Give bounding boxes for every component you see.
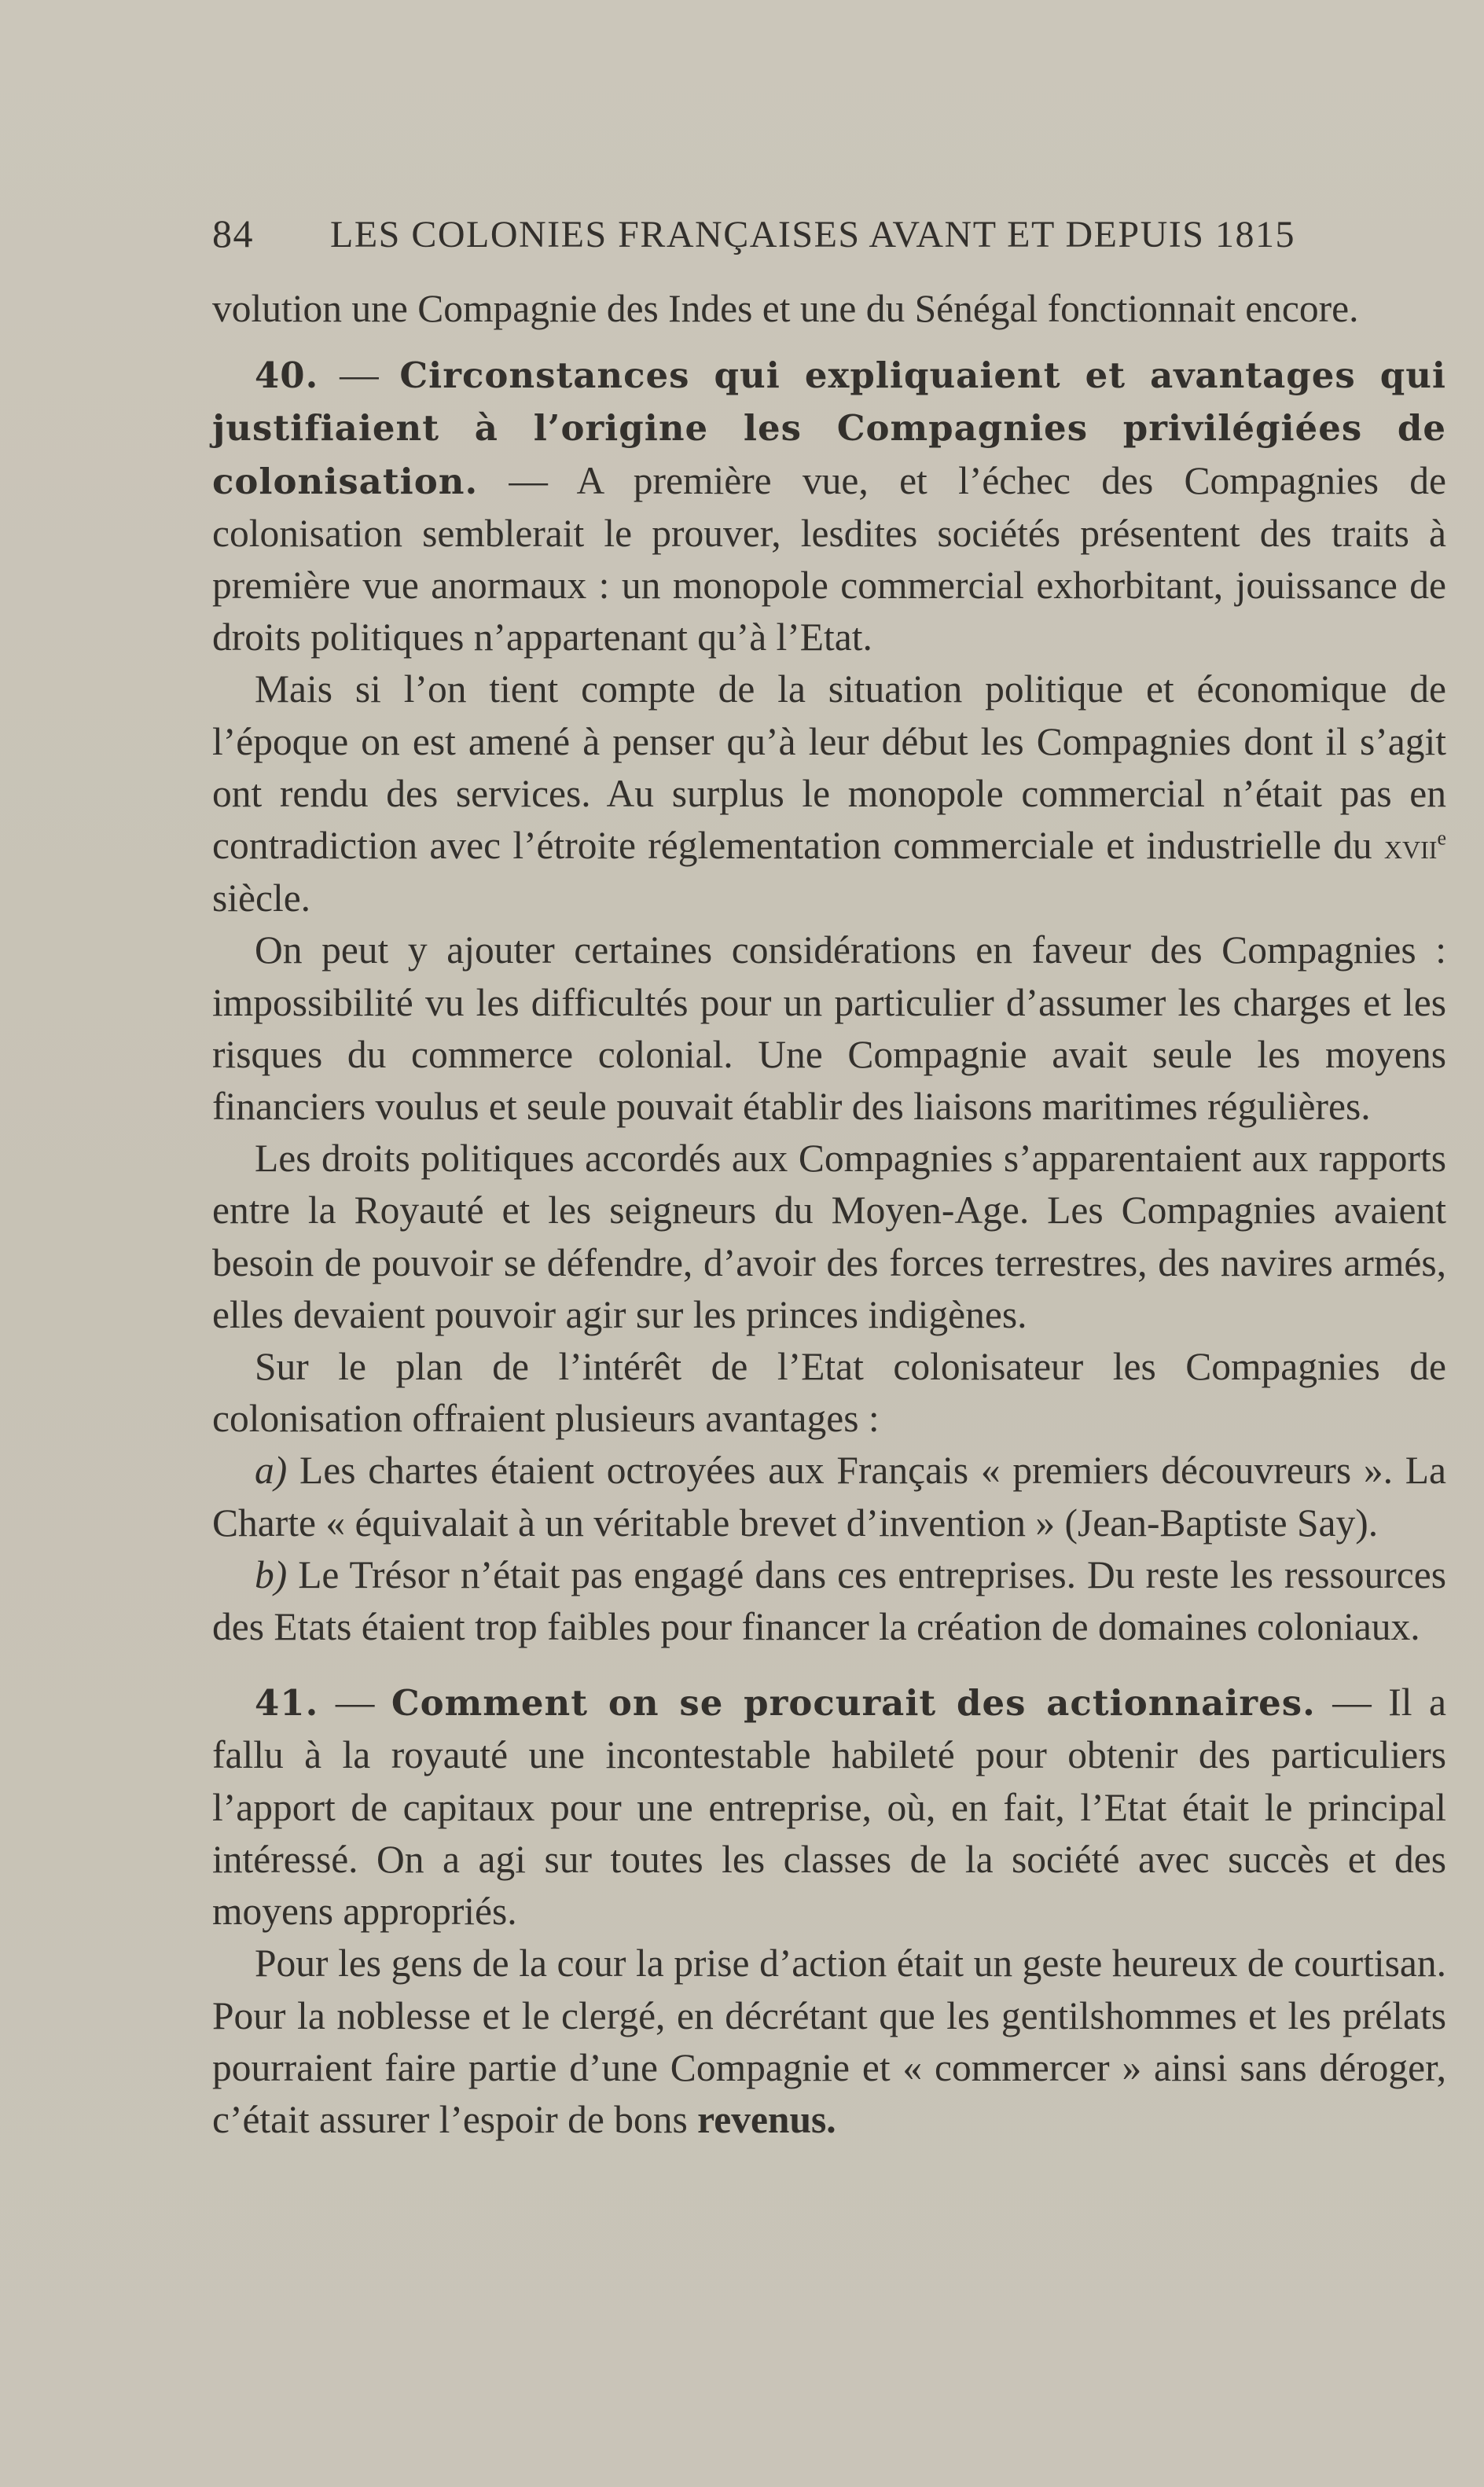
section-41-number: 41. xyxy=(255,1682,319,1725)
list-item-a xyxy=(212,1445,1446,1548)
body-text xyxy=(212,283,1446,2146)
paragraph-mais xyxy=(212,663,1446,924)
section-40-dash: — xyxy=(318,353,400,397)
list-marker-a: a) xyxy=(255,1449,288,1493)
section-41-text: — Il a fallu à la royauté une incontestable habileté pour obtenir des particuliers l’apport de capitaux pour une entreprise, où, en fait, l’Etat était le principal intéressé. On a agi sur toutes les classes de la société avec succès et des moyens appropriés. xyxy=(212,1681,1447,1934)
list-marker-b: b) xyxy=(255,1552,288,1596)
section-40-title: Circonstances qui expliquaient et avantages qui justifiaient à l’origine les Compagnies privilégiées de colonisation. xyxy=(212,354,1447,502)
century-superscript: e xyxy=(1437,826,1446,850)
paragraph-sur-le-plan-text: Sur le plan de l’intérêt de l’Etat colonisateur les Compagnies de colonisation offraient plusieurs avantages : xyxy=(212,1345,1446,1441)
paragraph-sur-le-plan xyxy=(212,1341,1446,1445)
section-40-text: — A première vue, et l’échec des Compagnies de colonisation semblerait le prouver, lesdites sociétés présentent des traits à première vue anormaux : un monopole commercial exhorbitant, jouissance de droits politiques n’appartenant qu’à l’Etat. xyxy=(212,458,1446,659)
book-page xyxy=(212,211,1446,2146)
paragraph-mais-end: siècle. xyxy=(212,876,311,920)
running-title: LES COLONIES FRANÇAISES AVANT ET DEPUIS 1815 xyxy=(330,214,1295,255)
list-item-b-text: Le Trésor n’était pas engagé dans ces entreprises. Du reste les ressources des Etats étaient trop faibles pour financer la création de domaines coloniaux. xyxy=(212,1552,1446,1649)
paragraph-mais-text: Mais si l’on tient compte de la situation politique et économique de l’époque on est amené à penser qu’à leur début les Compagnies dont il s’agit ont rendu des services. Au surplus le monopole commercial n’était pas en contradiction avec l’étroite réglementation commerciale et industrielle du xyxy=(212,667,1446,868)
section-41-title: Comment on se procurait des actionnaires. xyxy=(391,1682,1316,1725)
section-41 xyxy=(212,1677,1446,1938)
section-40 xyxy=(212,349,1446,663)
paragraph-pour-les-gens xyxy=(212,1938,1446,2146)
paragraph-on-peut-text: On peut y ajouter certaines considérations en faveur des Compagnies : impossibilité vu les difficultés pour un particulier d’assumer les charges et les risques du commerce colonial. Une Compagnie avait seule les moyens financiers voulus et seule pouvait établir des liaisons maritimes régulières. xyxy=(212,928,1446,1129)
running-header xyxy=(212,211,1446,256)
paragraph-pour-les-gens-text: Pour les gens de la cour la prise d’action était un geste heureux de courtisan. Pour la noblesse et le clergé, en décrétant que les gentilshommes et les prélats pourraient faire partie d’une Compagnie et « commercer » ainsi sans déroger, c’était assurer l’espoir de bons xyxy=(212,1941,1446,2141)
list-item-a-text: Les chartes étaient octroyées aux Français « premiers découvreurs ». La Charte « équivalait à un véritable brevet d’invention » (Jean-Baptiste Say). xyxy=(212,1449,1446,1545)
list-item-b xyxy=(212,1549,1446,1653)
paragraph-pour-les-gens-end: revenus. xyxy=(687,2097,836,2141)
paragraph-droits xyxy=(212,1133,1446,1341)
section-40-number: 40. xyxy=(255,354,319,397)
paragraph-on-peut xyxy=(212,924,1446,1133)
paragraph-intro-text: volution une Compagnie des Indes et une du Sénégal fonctionnait encore. xyxy=(212,287,1359,330)
page-number: 84 xyxy=(212,211,254,255)
section-41-dash: — xyxy=(318,1681,391,1725)
paragraph-intro xyxy=(212,283,1446,335)
century-numeral: xvii xyxy=(1383,826,1438,867)
paragraph-droits-text: Les droits politiques accordés aux Compagnies s’apparentaient aux rapports entre la Royauté et les seigneurs du Moyen-Age. Les Compagnies avaient besoin de pouvoir se défendre, d’avoir des forces terrestres, des navires armés, elles devaient pouvoir agir sur les princes indigènes. xyxy=(212,1137,1446,1336)
